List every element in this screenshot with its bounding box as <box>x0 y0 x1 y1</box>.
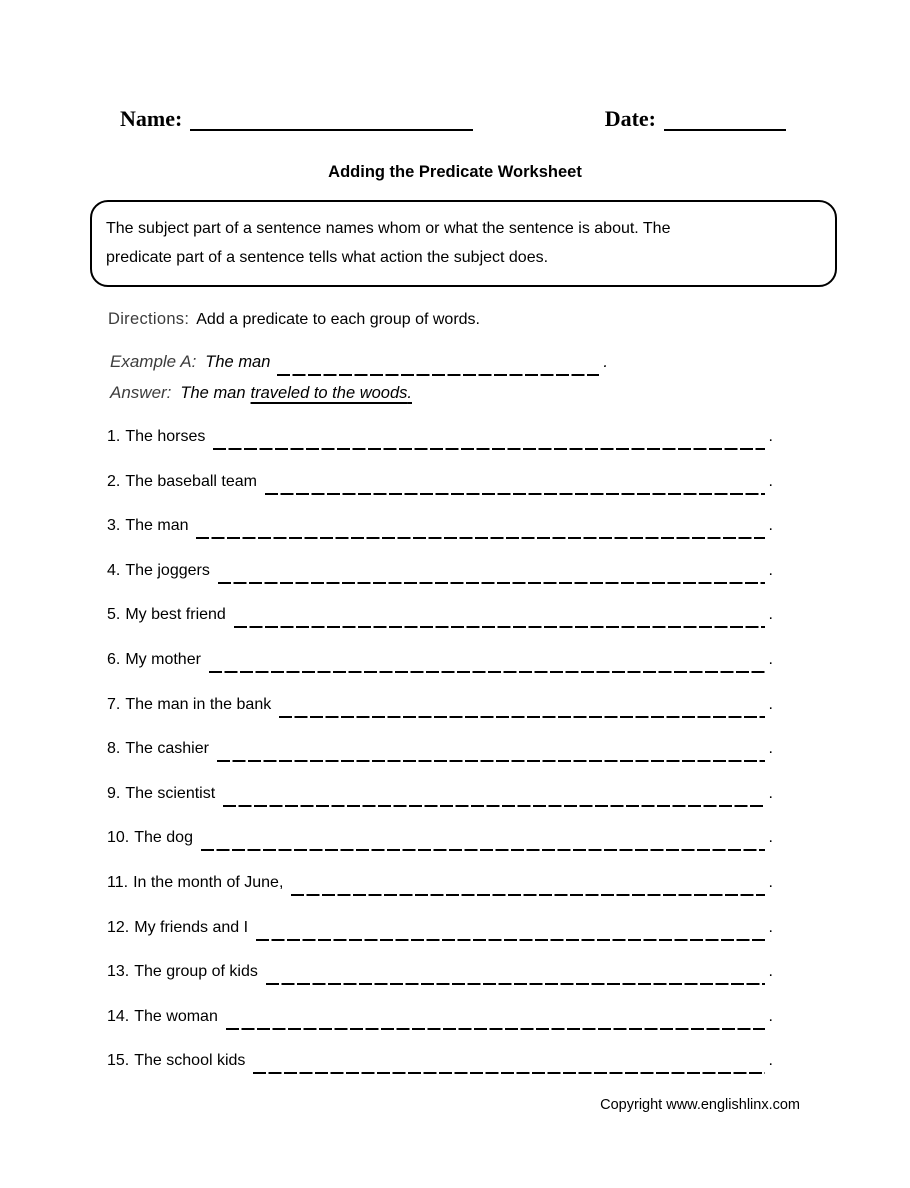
item-period: . <box>768 963 773 981</box>
item-number: 15. <box>107 1052 130 1070</box>
item-number: 8. <box>107 740 121 758</box>
item-number: 3. <box>107 517 121 535</box>
item-period: . <box>768 740 773 758</box>
item-blank-line <box>213 444 764 450</box>
item-row-5 <box>107 606 773 624</box>
answer-underlined-group <box>251 384 412 403</box>
item-blank-line <box>266 979 765 985</box>
item-row-11 <box>107 874 773 892</box>
item-subject: The dog <box>134 829 193 847</box>
item-blank-line <box>223 801 764 807</box>
item-period: . <box>768 784 773 802</box>
directions-row <box>108 310 480 329</box>
item-blank-line <box>234 622 765 628</box>
answer-label: Answer: <box>110 383 172 402</box>
header-row <box>120 106 786 131</box>
item-blank-line <box>279 712 764 718</box>
answer-prefix: The man <box>180 384 246 402</box>
item-blank-line <box>253 1068 764 1074</box>
item-number: 13. <box>107 963 130 981</box>
item-row-9 <box>107 785 773 803</box>
item-row-13 <box>107 963 773 981</box>
answer-row <box>110 383 412 403</box>
item-row-8 <box>107 740 773 758</box>
item-subject: In the month of June, <box>133 873 284 891</box>
item-subject: The scientist <box>125 784 216 802</box>
item-blank-line <box>209 667 765 673</box>
example-blank-line <box>277 370 599 376</box>
item-blank-line <box>226 1024 765 1030</box>
item-blank-line <box>218 578 765 584</box>
item-period: . <box>768 650 773 668</box>
item-number: 9. <box>107 784 121 802</box>
item-period: . <box>768 873 773 891</box>
item-period: . <box>768 606 773 624</box>
definition-box <box>90 200 837 287</box>
items-list <box>107 428 773 1097</box>
copyright-text: Copyright www.englishlinx.com <box>600 1097 800 1113</box>
definition-line-1: The subject part of a sentence names whom or what the sentence is about. The <box>106 220 671 237</box>
directions-text: Add a predicate to each group of words. <box>196 311 480 328</box>
example-text: The man <box>205 353 271 371</box>
item-row-1 <box>107 428 773 446</box>
item-row-4 <box>107 562 773 580</box>
item-blank-line <box>201 845 765 851</box>
item-subject: The group of kids <box>134 963 258 981</box>
item-subject: The man in the bank <box>125 695 272 713</box>
item-period: . <box>768 1052 773 1070</box>
item-subject: My friends and I <box>134 918 249 936</box>
example-label: Example A: <box>110 352 197 371</box>
item-period: . <box>768 695 773 713</box>
item-subject: The cashier <box>125 740 209 758</box>
item-number: 10. <box>107 829 130 847</box>
item-number: 4. <box>107 561 121 579</box>
item-subject: My best friend <box>125 606 226 624</box>
item-number: 6. <box>107 650 121 668</box>
answer-period: . <box>407 384 412 402</box>
name-label: Name: <box>120 106 183 131</box>
item-period: . <box>768 561 773 579</box>
item-subject: The school kids <box>134 1052 246 1070</box>
item-number: 14. <box>107 1007 130 1025</box>
item-subject: The horses <box>125 428 206 445</box>
item-number: 12. <box>107 918 130 936</box>
item-period: . <box>768 428 773 445</box>
item-number: 1. <box>107 428 121 445</box>
name-field <box>120 106 473 131</box>
item-period: . <box>768 517 773 535</box>
item-number: 5. <box>107 606 121 624</box>
name-write-line <box>190 106 473 131</box>
item-number: 2. <box>107 472 121 490</box>
item-subject: The man <box>125 517 189 535</box>
item-row-6 <box>107 651 773 669</box>
item-blank-line <box>265 489 765 495</box>
item-period: . <box>768 472 773 490</box>
item-subject: The baseball team <box>125 472 257 490</box>
definition-line-2: predicate part of a sentence tells what action the subject does. <box>106 249 549 266</box>
item-row-7 <box>107 696 773 714</box>
example-row <box>110 352 608 372</box>
item-row-15 <box>107 1052 773 1070</box>
date-field <box>605 106 786 131</box>
item-subject: My mother <box>125 650 201 668</box>
item-row-10 <box>107 829 773 847</box>
item-blank-line <box>291 890 764 896</box>
item-subject: The joggers <box>125 561 210 579</box>
answer-underlined-text: traveled to the woods <box>250 384 408 402</box>
item-blank-line <box>256 935 764 941</box>
item-blank-line <box>196 533 764 539</box>
item-subject: The woman <box>134 1007 218 1025</box>
item-period: . <box>768 918 773 936</box>
item-period: . <box>768 829 773 847</box>
example-period: . <box>603 353 609 371</box>
item-number: 11. <box>107 873 129 891</box>
item-row-3 <box>107 517 773 535</box>
page-title: Adding the Predicate Worksheet <box>328 163 582 181</box>
item-number: 7. <box>107 695 121 713</box>
item-row-12 <box>107 919 773 937</box>
date-write-line <box>664 106 786 131</box>
date-label: Date: <box>604 106 656 131</box>
item-row-14 <box>107 1008 773 1026</box>
item-blank-line <box>217 756 765 762</box>
item-period: . <box>768 1007 773 1025</box>
item-row-2 <box>107 473 773 491</box>
directions-label: Directions: <box>108 310 190 328</box>
